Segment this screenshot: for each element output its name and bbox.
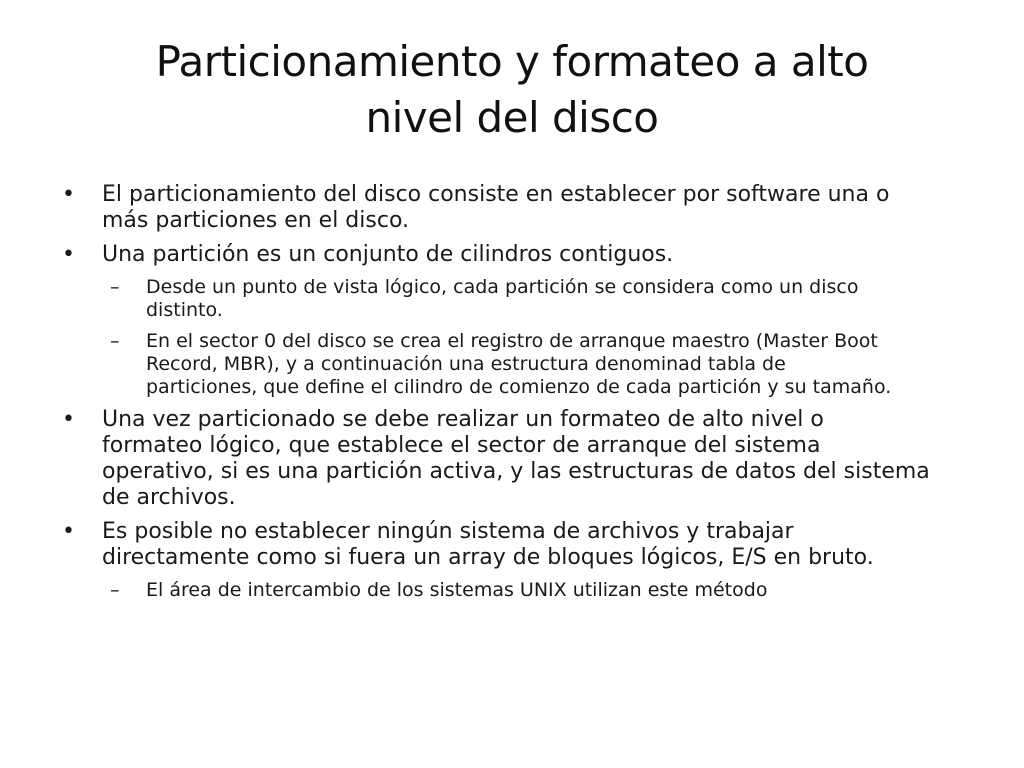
bullet-text (102, 242, 962, 268)
sub-bullet-item (62, 579, 962, 602)
bullet-item (62, 242, 962, 268)
dash-marker: – (110, 330, 120, 352)
slide-title-line-1: Particionamiento y formateo a alto (155, 37, 869, 86)
bullet-marker: • (62, 519, 75, 544)
dash-marker: – (110, 276, 120, 298)
text-line: El particionamiento del disco consiste en establecer por software una o (102, 182, 890, 207)
slide-body (62, 182, 962, 610)
text-line: directamente como si fuera un array de bloques lógicos, E/S en bruto. (102, 545, 874, 570)
sub-bullet-text (146, 579, 962, 602)
bullet-item (62, 182, 962, 234)
bullet-text (102, 407, 962, 511)
text-line: Una partición es un conjunto de cilindros contiguos. (102, 242, 674, 267)
sub-bullet-text (146, 330, 962, 399)
text-line: de archivos. (102, 485, 236, 510)
text-line: En el sector 0 del disco se crea el registro de arranque maestro (Master Boot (146, 330, 878, 352)
dash-marker: – (110, 579, 120, 601)
slide-title (60, 34, 964, 146)
bullet-marker: • (62, 242, 75, 267)
text-line: más particiones en el disco. (102, 208, 410, 233)
text-line: formateo lógico, que establece el sector de arranque del sistema (102, 433, 821, 458)
text-line: Desde un punto de vista lógico, cada partición se considera como un disco (146, 276, 859, 298)
bullet-text (102, 519, 962, 571)
text-line: Record, MBR), y a continuación una estructura denominad tabla de (146, 353, 786, 375)
bullet-item (62, 519, 962, 571)
bullet-text (102, 182, 962, 234)
sub-bullet-item (62, 330, 962, 399)
text-line: particiones, que define el cilindro de comienzo de cada partición y su tamaño. (146, 376, 892, 398)
bullet-marker: • (62, 407, 75, 432)
text-line: distinto. (146, 299, 223, 321)
bullet-item (62, 407, 962, 511)
text-line: Es posible no establecer ningún sistema de archivos y trabajar (102, 519, 794, 544)
text-line: operativo, si es una partición activa, y las estructuras de datos del sistema (102, 459, 930, 484)
text-line: El área de intercambio de los sistemas UNIX utilizan este método (146, 579, 768, 601)
sub-bullet-item (62, 276, 962, 322)
sub-bullet-text (146, 276, 962, 322)
slide-title-line-2: nivel del disco (365, 93, 659, 142)
text-line: Una vez particionado se debe realizar un formateo de alto nivel o (102, 407, 824, 432)
bullet-marker: • (62, 182, 75, 207)
